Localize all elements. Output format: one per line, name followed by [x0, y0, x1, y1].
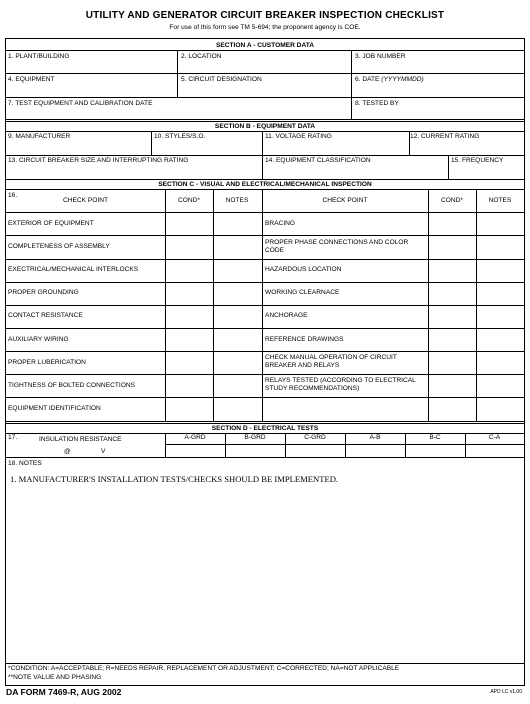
plant-building-field[interactable]: 1. PLANT/BUILDING: [8, 53, 70, 60]
checkpoint-anchorage: ANCHORAGE: [265, 312, 308, 319]
checkpoint-interlocks: EXECTRICAL/MECHANICAL INTERLOCKS: [8, 266, 139, 273]
checkpoint-working-clearance: WORKING CLEARNACE: [265, 289, 340, 296]
section-c-number: 16.: [8, 192, 18, 199]
section-a-header: SECTION A - CUSTOMER DATA: [6, 41, 524, 51]
form-subtitle: For use of this form see TM 5-694; the proponent agency is COE.: [169, 24, 361, 31]
section-c-header: SECTION C - VISUAL AND ELECTRICAL/MECHANICAL INSPECTION: [6, 180, 524, 190]
checkpoint-completeness: COMPLETENESS OF ASSEMBLY: [8, 243, 110, 250]
current-rating-field[interactable]: 12. CURRENT RATING: [410, 133, 480, 140]
section-b-header: SECTION B - EQUIPMENT DATA: [6, 122, 524, 132]
checkpoint-lubrication: PROPER LUBERICATION: [8, 359, 86, 366]
cond-header-right: COND*: [441, 197, 463, 204]
check-point-header-left: CHECK POINT: [62, 197, 109, 204]
circuit-designation-field[interactable]: 5. CIRCUIT DESIGNATION: [181, 76, 262, 83]
checkpoint-relays-tested: RELAYS TESTED (ACCORDING TO ELECTRICAL STUDY RECOMMENDATIONS): [265, 377, 416, 392]
checkpoint-grounding: PROPER GROUNDING: [8, 289, 79, 296]
date-field[interactable]: [355, 76, 424, 84]
form-number: DA FORM 7469-R, AUG 2002: [6, 687, 122, 697]
date-format: (YYYYMMDD): [381, 76, 424, 83]
col-a-grd: A-GRD: [184, 434, 206, 441]
checkpoint-reference-drawings: REFERENCE DRAWINGS: [265, 336, 344, 343]
note-value-phasing: **NOTE VALUE AND PHASING: [8, 674, 102, 681]
voltage-rating-field[interactable]: 11. VOLTAGE RATING: [265, 133, 332, 140]
cond-header-left: COND*: [178, 197, 200, 204]
notes-label: 18. NOTES: [8, 460, 42, 467]
manufacturer-field[interactable]: 9. MANUFACTURER: [8, 133, 71, 140]
test-voltage-unit: V: [101, 448, 106, 455]
col-b-c: B-C: [429, 434, 441, 441]
form-title: UTILITY AND GENERATOR CIRCUIT BREAKER INSPECTION CHECKLIST: [85, 10, 445, 21]
notes-header-left: NOTES: [225, 197, 249, 204]
checkpoint-exterior: EXTERIOR OF EQUIPMENT: [8, 220, 94, 227]
test-equipment-field[interactable]: 7. TEST EQUIPMENT AND CALIBRATION DATE: [8, 100, 153, 107]
frequency-field[interactable]: 15. FREQUENCY: [451, 157, 504, 164]
checkpoint-equipment-id: EQUIPMENT IDENTIFICATION: [8, 405, 101, 412]
check-point-header-right: CHECK POINT: [322, 197, 368, 204]
checkpoint-hazardous-location: HAZARDOUS LOCATION: [265, 266, 342, 273]
checkpoint-auxiliary-wiring: AUXILIARY WIRING: [8, 336, 69, 343]
notes-text[interactable]: 1. MANUFACTURER'S INSTALLATION TESTS/CHECKS SHOULD BE IMPLEMENTED.: [10, 474, 339, 484]
location-field[interactable]: 2. LOCATION: [181, 53, 222, 60]
notes-header-right: NOTES: [488, 197, 512, 204]
styles-field[interactable]: 10. STYLES/S.O.: [154, 133, 206, 140]
insulation-resistance-label: INSULATION RESISTANCE: [39, 436, 122, 443]
breaker-size-field[interactable]: 13. CIRCUIT BREAKER SIZE AND INTERRUPTING RATING: [8, 157, 189, 164]
checkpoint-bolted-connections: TIGHTNESS OF BOLTED CONNECTIONS: [8, 382, 136, 389]
date-label: 6. DATE: [355, 76, 382, 83]
test-voltage-at: @: [64, 448, 71, 455]
col-c-grd: C-GRD: [304, 434, 326, 441]
checkpoint-bracing: BRACING: [265, 220, 296, 227]
equipment-classification-field[interactable]: 14. EQUIPMENT CLASSIFICATION: [265, 157, 371, 164]
section-d-header: SECTION D - ELECTRICAL TESTS: [6, 424, 524, 434]
col-a-b: A-B: [369, 434, 381, 441]
tested-by-field[interactable]: 8. TESTED BY: [355, 100, 399, 107]
col-c-a: C-A: [488, 434, 501, 441]
job-number-field[interactable]: 3. JOB NUMBER: [355, 53, 406, 60]
equipment-field[interactable]: 4. EQUIPMENT: [8, 76, 55, 83]
version-code: APD LC v1.00: [490, 689, 522, 695]
checkpoint-contact-resistance: CONTACT RESISTANCE: [8, 312, 83, 319]
checkpoint-manual-operation: CHECK MANUAL OPERATION OF CIRCUIT BREAKER AND RELAYS: [265, 354, 397, 369]
section-d-number: 17.: [8, 434, 18, 441]
condition-legend: *CONDITION: A=ACCEPTABLE; R=NEEDS REPAIR, REPLACEMENT OR ADJUSTMENT; C=CORRECTED; NA=NOT APPLICABLE: [8, 665, 400, 672]
checkpoint-phase-connections: PROPER PHASE CONNECTIONS AND COLOR CODE: [265, 239, 409, 254]
col-b-grd: B-GRD: [244, 434, 266, 441]
form-body: [5, 38, 525, 686]
